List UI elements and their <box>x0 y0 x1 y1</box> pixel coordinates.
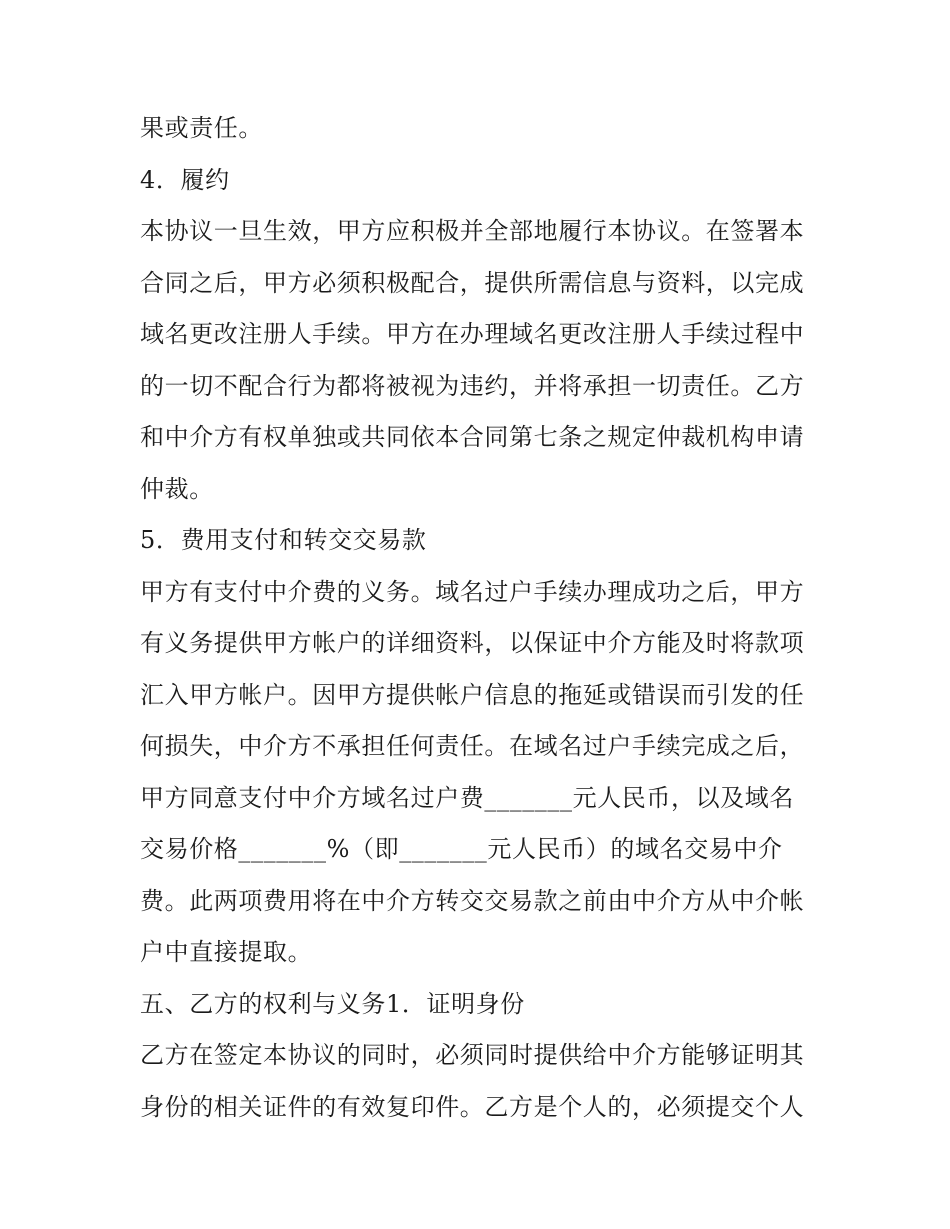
text-line: 乙方在签定本协议的同时，必须同时提供给中介方能够证明其 <box>140 1041 805 1069</box>
text-line: 本协议一旦生效，甲方应积极并全部地履行本协议。在签署本 <box>140 217 805 245</box>
text-line: 域名更改注册人手续。甲方在办理域名更改注册人手续过程中 <box>140 320 805 348</box>
section-heading-4: 4．履约 <box>140 165 230 194</box>
text-line: 汇入甲方帐户。因甲方提供帐户信息的拖延或错误而引发的任 <box>140 680 805 709</box>
text-line: 何损失，中介方不承担任何责任。在域名过户手续完成之后， <box>140 732 805 760</box>
text-line: 有义务提供甲方帐户的详细资料，以保证中介方能及时将款项 <box>140 629 805 657</box>
document-body <box>140 103 820 1133</box>
text-line: 合同之后，甲方必须积极配合，提供所需信息与资料，以完成 <box>140 268 805 297</box>
section-heading-party-b: 五、乙方的权利与义务1．证明身份 <box>140 989 525 1018</box>
text-line: 交易价格_______%（即_______元人民币）的域名交易中介 <box>140 835 783 863</box>
section-heading-5: 5．费用支付和转交交易款 <box>140 526 427 554</box>
text-line: 和中介方有权单独或共同依本合同第七条之规定仲裁机构申请 <box>140 423 805 451</box>
text-line: 身份的相关证件的有效复印件。乙方是个人的，必须提交个人 <box>140 1092 805 1121</box>
text-line: 果或责任。 <box>140 114 263 142</box>
text-line: 费。此两项费用将在中介方转交交易款之前由中介方从中介帐 <box>140 886 805 915</box>
text-line: 仲裁。 <box>140 474 214 503</box>
text-line: 的一切不配合行为都将被视为违约，并将承担一切责任。乙方 <box>140 371 805 400</box>
text-line: 甲方有支付中介费的义务。域名过户手续办理成功之后，甲方 <box>140 577 805 606</box>
text-line: 户中直接提取。 <box>140 938 313 966</box>
text-line: 甲方同意支付中介方域名过户费_______元人民币，以及域名 <box>140 783 794 812</box>
